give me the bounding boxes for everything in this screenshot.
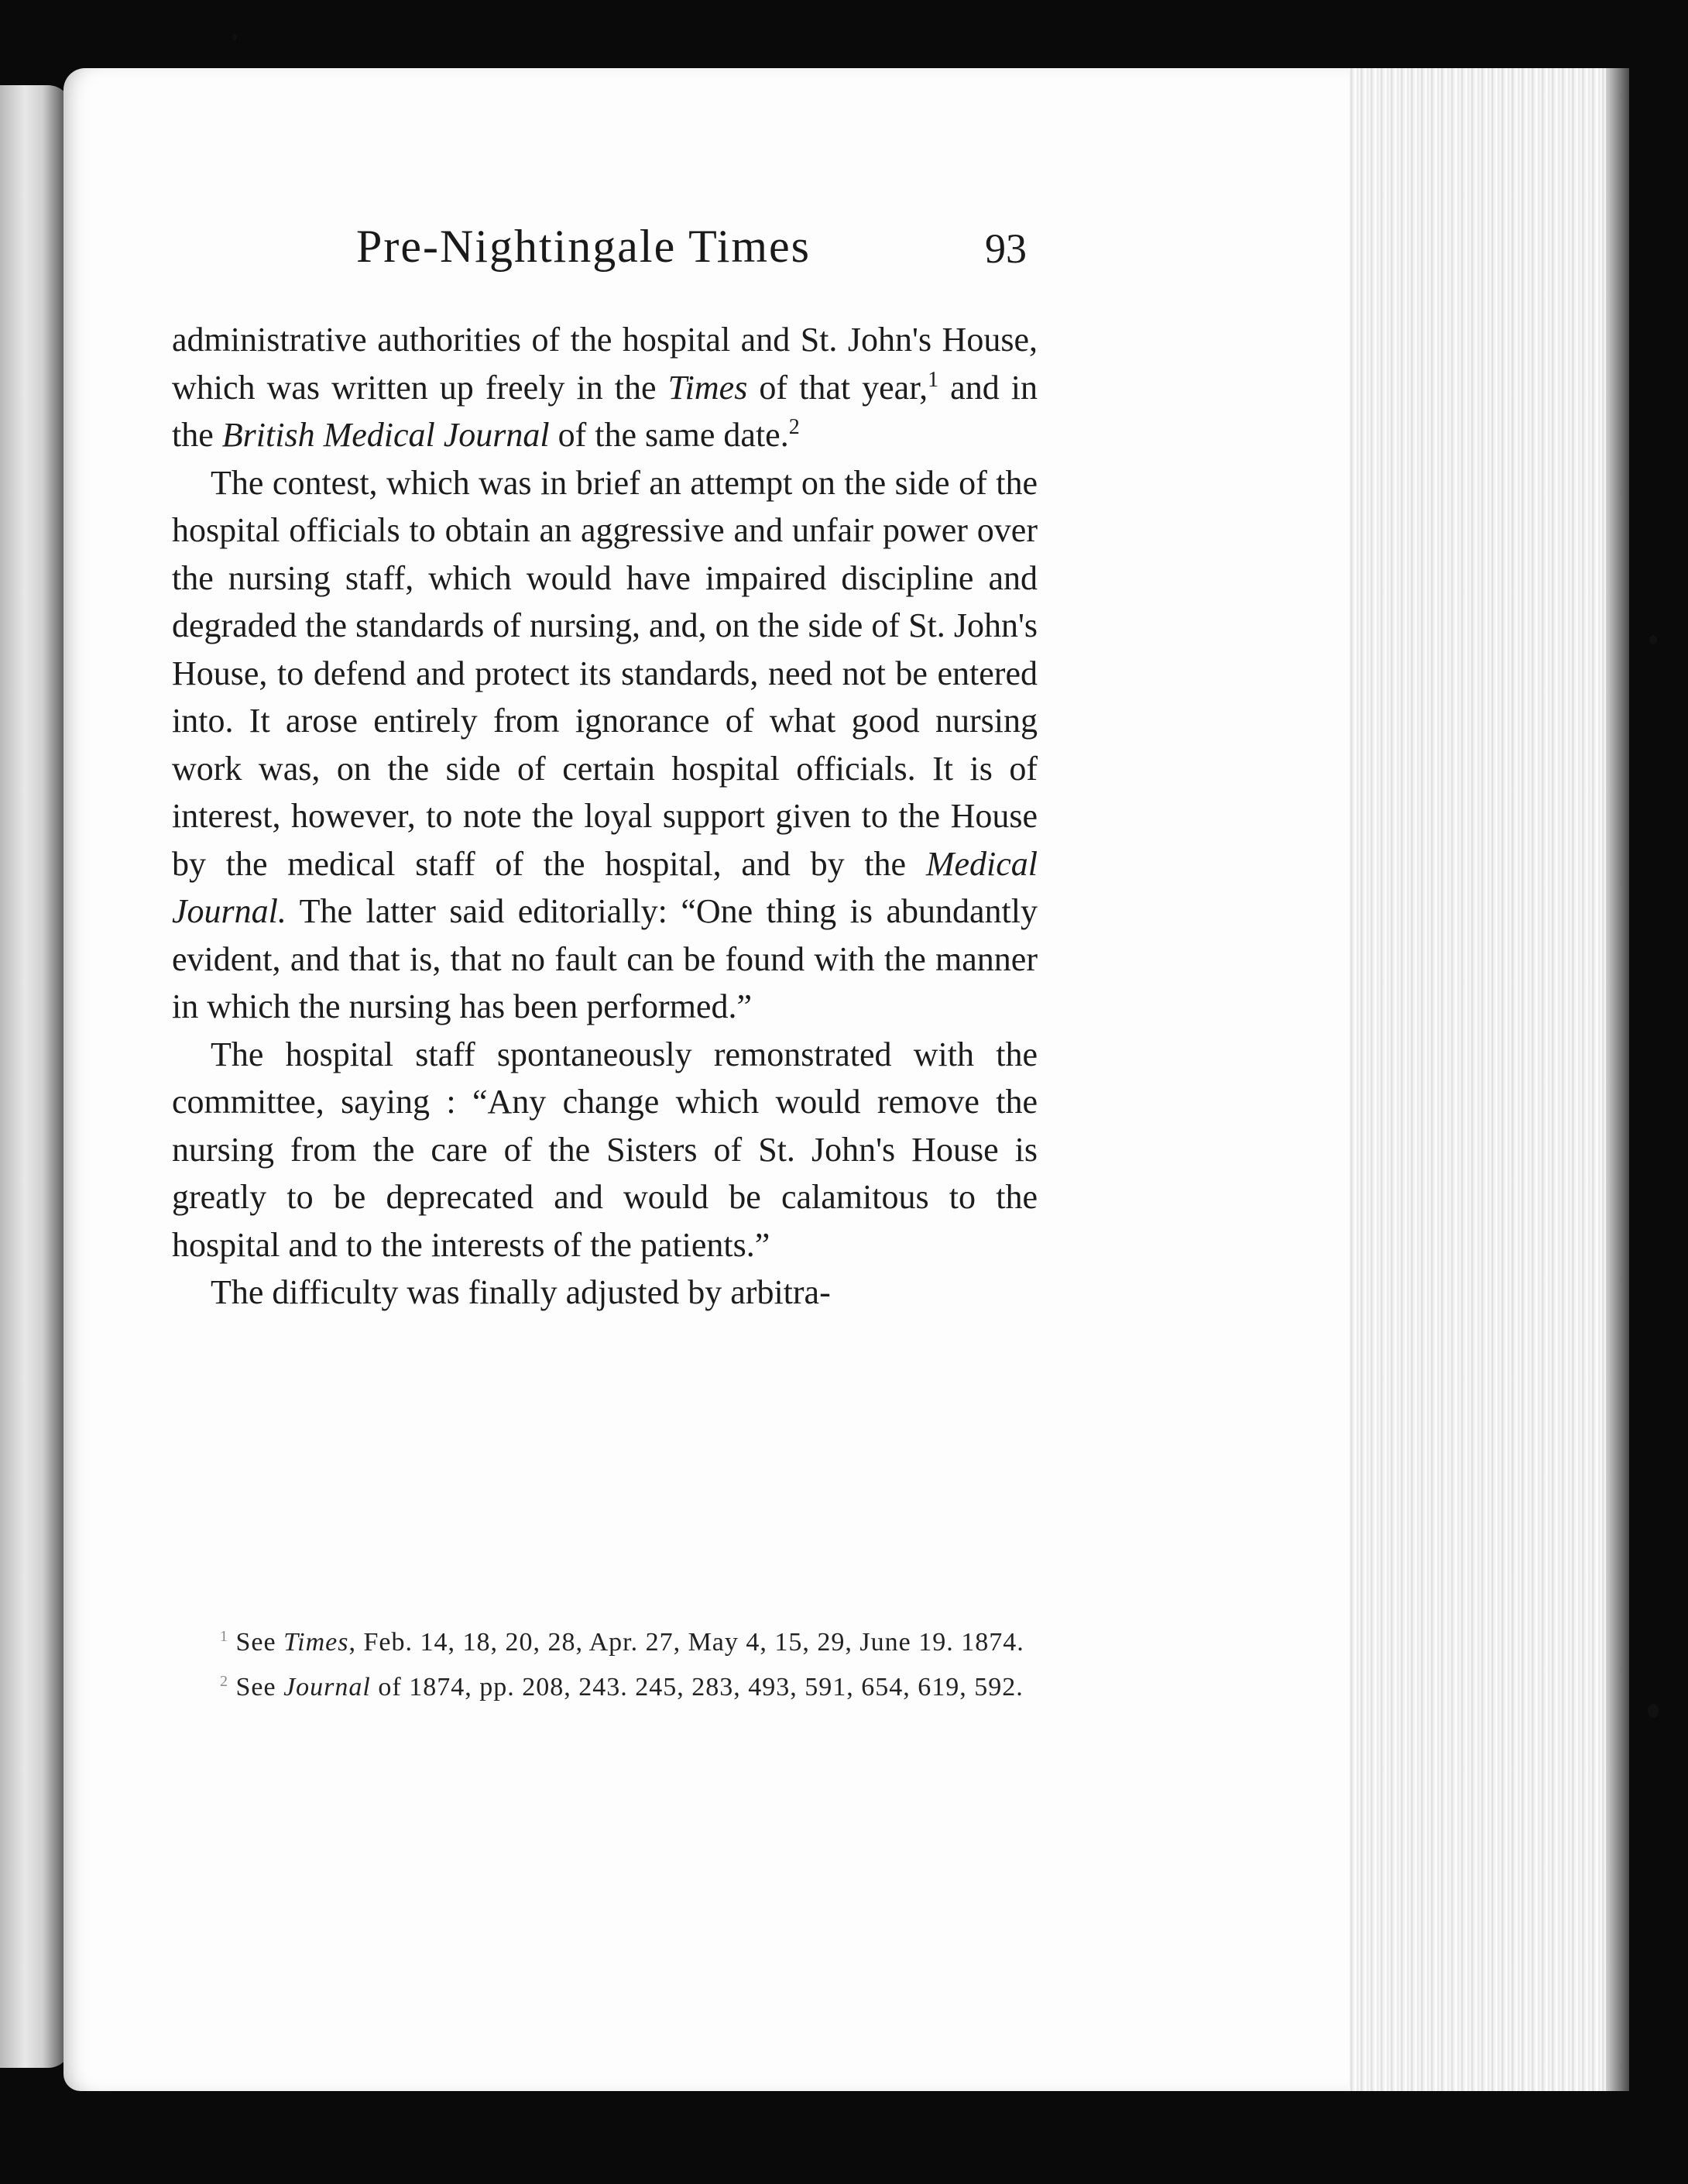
- footnote-1: [172, 1617, 1038, 1662]
- paragraph-1-text-a: administrative authorities of the hospital and St. John's House, which was written up freely in the: [172, 321, 1038, 407]
- paragraph-3: The hospital staff spontaneously remonstrated with the committee, saying : “Any change which would remove the nursing from the care of the Sisters of St. John's House is greatly to be deprecated and would be calamitous to the hospital and to the interests of the patients.”: [172, 1035, 1038, 1264]
- paragraph-2-tail: The latter said editorially: “One thing is abundantly evident, and that is, that no fault can be found with the manner in which the nursing has been performed.”: [172, 892, 1038, 1025]
- footnote-ref-1: 1: [928, 367, 939, 392]
- footnote-1-see: See: [235, 1628, 284, 1657]
- paragraph-2-text: The contest, which was in brief an attempt on the side of the hospital officials to obtain an aggressive and unfair power over the nursing staff, which would have impaired discipline and degraded the standards of nursing, and, on the side of St. John's House, to defend and protect its standards, need not be entered into. It arose entirely from ignorance of what good nursing work was, on the side of certain hospital officials. It is of interest, however, to note the loyal support given to the House by the medical staff of the hospital, and by the: [172, 463, 1038, 883]
- footnote-2-text: of 1874, pp. 208, 243. 245, 283, 493, 591, 654, 619, 592.: [370, 1673, 1024, 1702]
- footnote-1-source: Times: [283, 1628, 349, 1657]
- body-text: [172, 316, 1038, 1317]
- footnote-ref-2: 2: [788, 415, 800, 439]
- scan-speck: [232, 34, 237, 40]
- footnote-2-source: Journal: [283, 1673, 371, 1702]
- paragraph-1-times-title: Times: [667, 368, 748, 407]
- scan-speck: [1648, 1704, 1659, 1718]
- running-head-title: Pre-Nightingale Times: [356, 221, 811, 272]
- paragraph-1-bmj-title: British Medical Journal: [221, 416, 550, 454]
- footnote-2-see: See: [235, 1673, 284, 1702]
- footnote-1-mark: 1: [220, 1628, 228, 1645]
- footnote-1-text: , Feb. 14, 18, 20, 28, Apr. 27, May 4, 15, 29, June 19. 1874.: [348, 1628, 1024, 1657]
- scan-speck: [1649, 635, 1657, 644]
- paragraph-1-text-b: of that year,: [747, 368, 928, 407]
- page-number: 93: [985, 225, 1027, 272]
- paragraph-1-text-c: and in the: [172, 368, 1038, 454]
- paragraph-2-journal-title: Medical Journal.: [172, 844, 1038, 930]
- footnotes: [172, 1617, 1038, 1707]
- paragraph-2: [172, 459, 1038, 1031]
- footnote-2: [172, 1662, 1038, 1707]
- facing-page-edge: [0, 85, 71, 2068]
- page-stack-edge: [1330, 68, 1629, 2091]
- paragraph-1-text-d: of the same date.: [549, 416, 789, 454]
- paragraph-4: The difficulty was finally adjusted by arbitra-: [211, 1273, 831, 1311]
- paragraph-1: [172, 316, 1038, 459]
- footnote-2-mark: 2: [220, 1673, 228, 1690]
